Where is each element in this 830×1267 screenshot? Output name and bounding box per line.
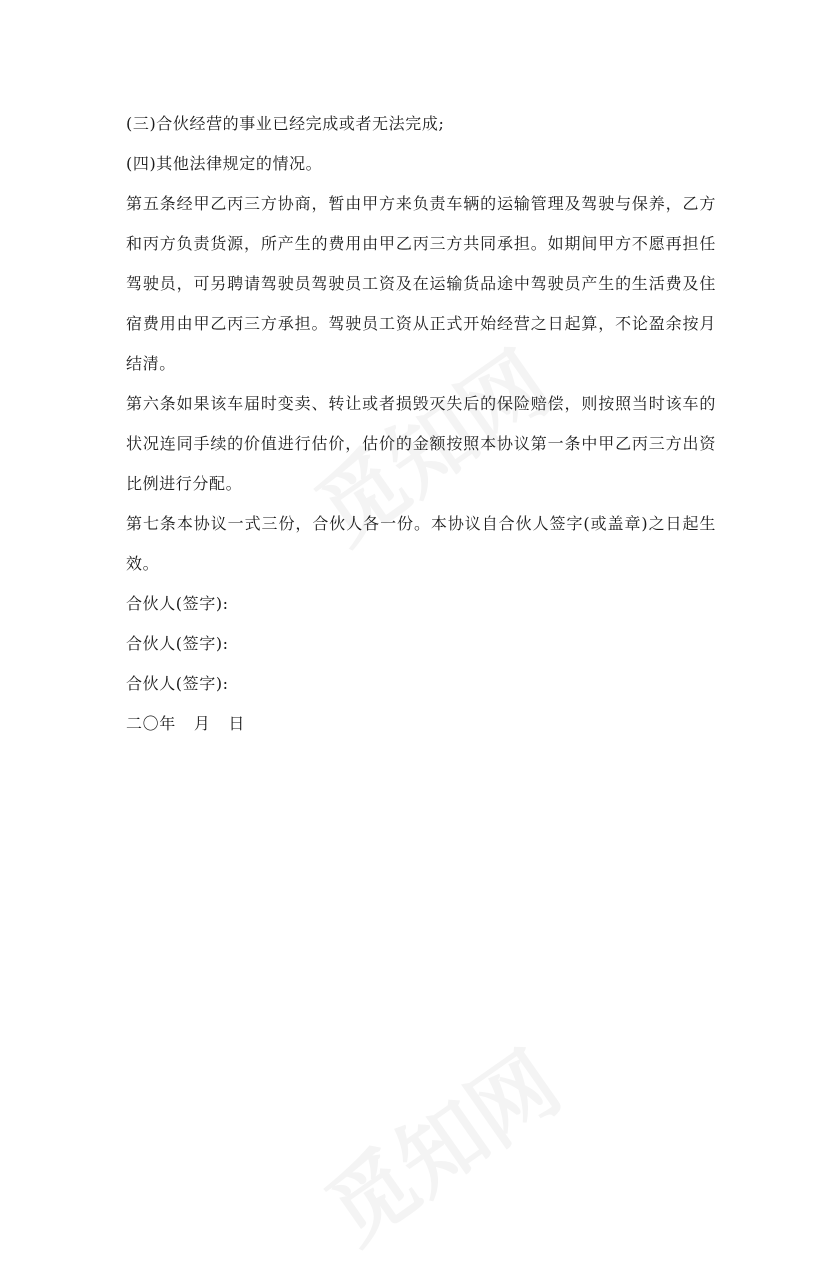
signature-line-2: 合伙人(签字): xyxy=(126,634,229,653)
signature-line-1: 合伙人(签字): xyxy=(126,594,229,613)
date-line xyxy=(126,704,716,744)
watermark xyxy=(298,1017,580,1267)
article-five: 第五条经甲乙丙三方协商，暂由甲方来负责车辆的运输管理及驾驶与保养，乙方和丙方负责货源，所产生的费用由甲乙丙三方共同承担。如期间甲方不愿再担任驾驶员，可另聘请驾驶员驾驶员工资及在运输货品途中驾驶员产生的生活费及住宿费用由甲乙丙三方承担。驾驶员工资从正式开始经营之日起算，不论盈余按月结清。 xyxy=(126,194,716,373)
date-month: 月 xyxy=(193,714,211,733)
document-body xyxy=(126,104,716,744)
signature-line-3: 合伙人(签字): xyxy=(126,674,229,693)
article-seven: 第七条本协议一式三份，合伙人各一份。本协议自合伙人签字(或盖章)之日起生效。 xyxy=(126,514,716,573)
clause-item-three: (三)合伙经营的事业已经完成或者无法完成; xyxy=(126,114,445,133)
article-six: 第六条如果该车届时变卖、转让或者损毁灭失后的保险赔偿，则按照当时该车的状况连同手续的价值进行估价，估价的金额按照本协议第一条中甲乙丙三方出资比例进行分配。 xyxy=(126,394,716,493)
date-day: 日 xyxy=(228,714,246,733)
clause-item-four: (四)其他法律规定的情况。 xyxy=(126,154,323,173)
date-year: 二〇年 xyxy=(126,714,176,733)
